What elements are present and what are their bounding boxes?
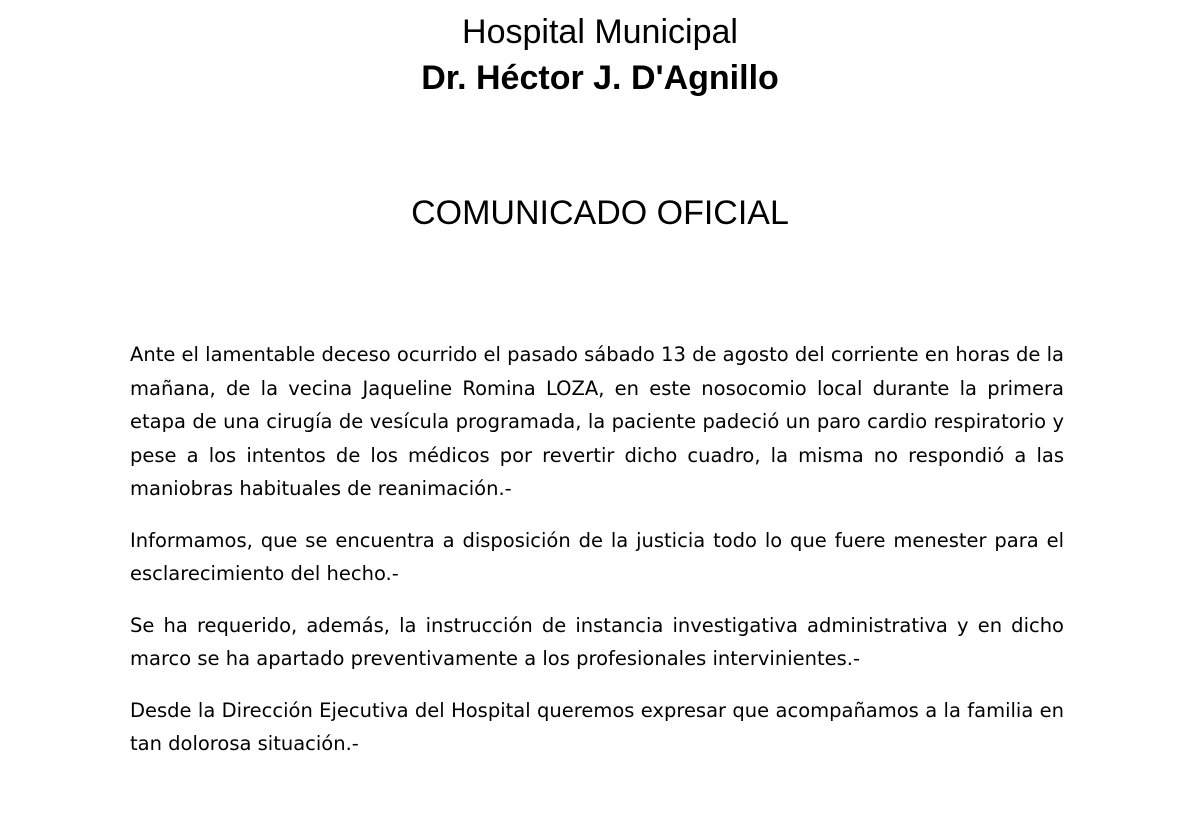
- paragraph: Ante el lamentable deceso ocurrido el pasado sábado 13 de agosto del corriente en horas de la mañana, de la vecina Jaqueline Romina LOZA, en este nosocomio local durante la primera etapa de una cirugía de vesícula programada, la paciente padeció un paro cardio respiratorio y pese a los intentos de los médicos por revertir dicho cuadro, la misma no respondió a las maniobras habituales de reanimación.-: [130, 343, 1064, 500]
- hospital-director-name: Dr. Héctor J. D'Agnillo: [421, 59, 779, 97]
- document-body: [130, 338, 1064, 779]
- hospital-name: Hospital Municipal: [462, 13, 738, 51]
- paragraph: Informamos, que se encuentra a disposición de la justicia todo lo que fuere menester para el esclarecimiento del hecho.-: [130, 528, 1064, 585]
- document-title: COMUNICADO OFICIAL: [411, 194, 789, 232]
- paragraph: Se ha requerido, además, la instrucción de instancia investigativa administrativa y en dicho marco se ha apartado preventivamente a los profesionales intervinientes.-: [130, 613, 1064, 670]
- paragraph: Desde la Dirección Ejecutiva del Hospital queremos expresar que acompañamos a la familia en tan dolorosa situación.-: [130, 698, 1064, 755]
- document-header: [0, 10, 1200, 100]
